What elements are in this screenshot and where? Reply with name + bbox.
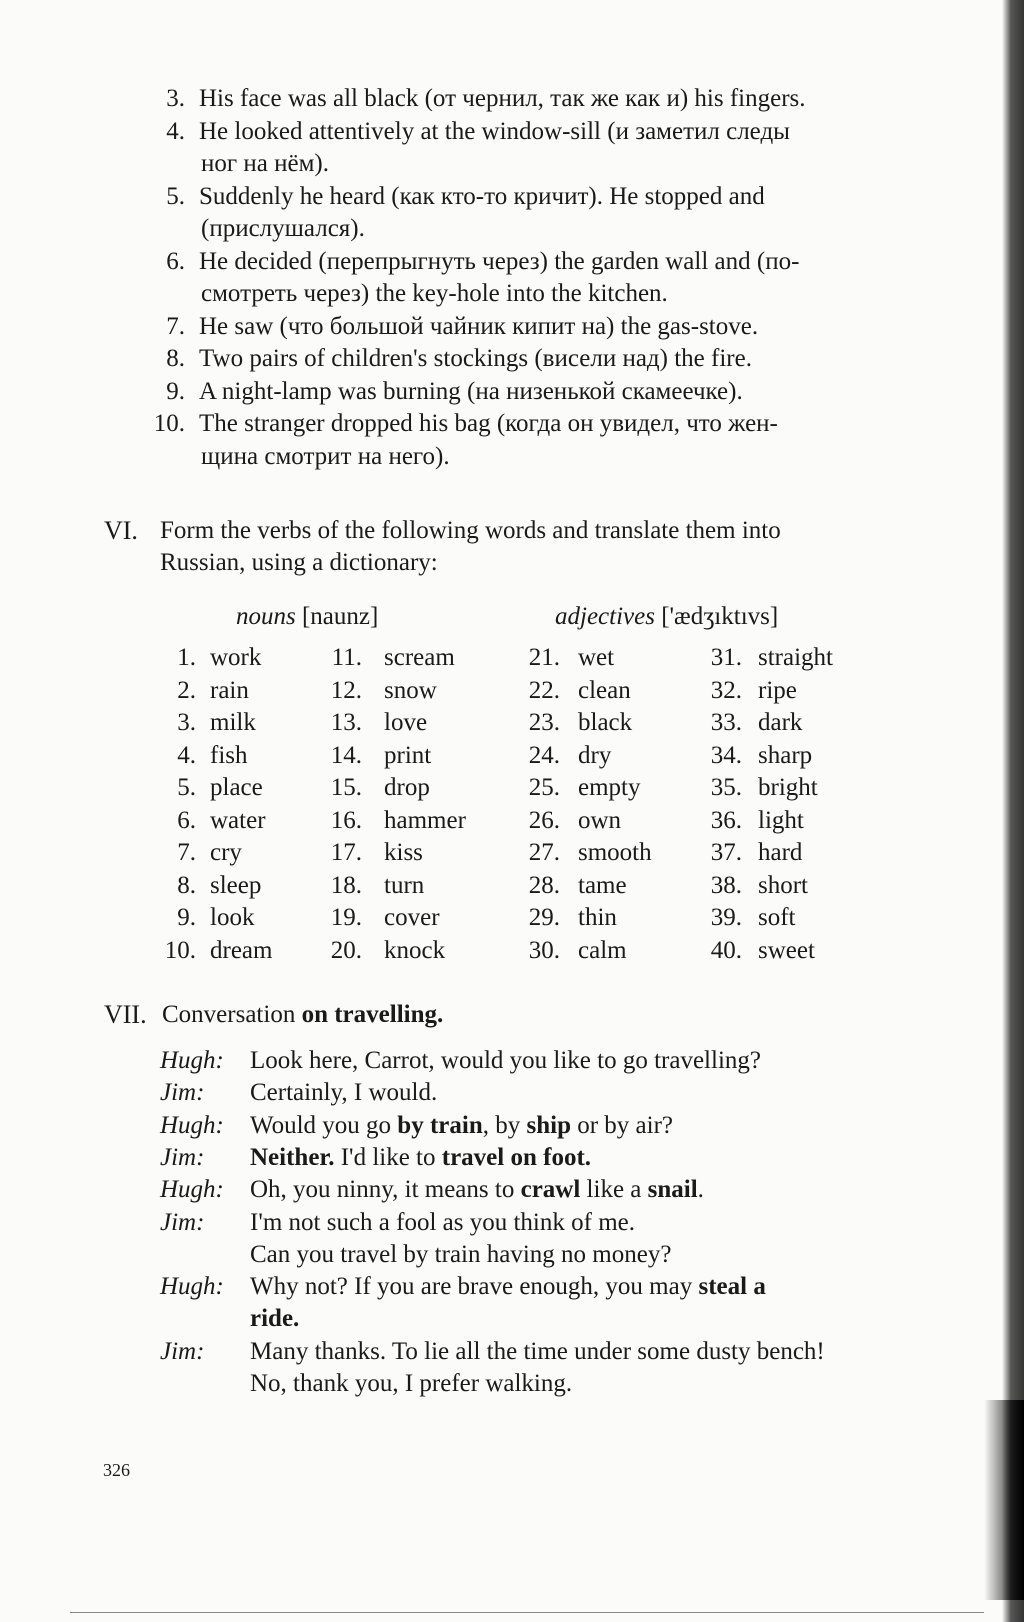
word-number: 7. — [177, 839, 196, 866]
bottom-rule — [70, 1612, 984, 1613]
word: tame — [578, 871, 627, 899]
word: smooth — [578, 839, 652, 866]
dialogue-line: Why not? If you are brave enough, you may steal a — [250, 1273, 766, 1301]
word-number: 15. — [330, 774, 362, 801]
nouns-transcription: [naunz] — [301, 603, 379, 630]
word: sharp — [758, 741, 813, 769]
item-line: смотреть через) the key-hole into the kitchen. — [201, 280, 668, 307]
word: love — [384, 709, 428, 736]
section-vii-numeral: VII. — [104, 1000, 147, 1029]
word-number: 27. — [528, 839, 560, 866]
word: print — [384, 741, 432, 769]
speaker-label: Hugh: — [160, 1047, 224, 1074]
item-line: щина смотрит на него). — [201, 442, 450, 470]
page-edge-shadow — [1002, 0, 1024, 1622]
word: dark — [758, 709, 803, 736]
word: place — [210, 774, 263, 801]
item-line: His face was all black (от чернил, так же как и) his fingers. — [199, 85, 806, 112]
item-line: A night-lamp was burning (на низенькой скамеечке). — [199, 377, 743, 405]
section-vii-title — [162, 1000, 443, 1030]
section-vi-numeral: VI. — [104, 516, 138, 545]
dialogue-line: Would you go by train, by ship or by air? — [250, 1111, 674, 1139]
word-number: 1. — [177, 644, 196, 671]
speaker-label: Jim: — [160, 1143, 205, 1171]
item-number: 7. — [166, 312, 185, 340]
word: fish — [210, 741, 248, 769]
word-number: 4. — [177, 741, 196, 769]
speaker-label: Jim: — [160, 1208, 205, 1236]
item-line: (прислушался). — [201, 215, 365, 242]
word: bright — [758, 774, 818, 801]
word: empty — [578, 774, 641, 801]
item-line: ног на нём). — [201, 150, 329, 177]
word-number: 20. — [330, 936, 362, 964]
word-number: 23. — [528, 709, 560, 736]
word-number: 10. — [164, 936, 196, 964]
word-number: 39. — [710, 904, 742, 931]
item-number: 5. — [166, 182, 185, 210]
word: knock — [384, 936, 446, 964]
nouns-heading — [236, 602, 378, 632]
word-number: 13. — [330, 709, 362, 736]
word-number: 30. — [528, 936, 560, 964]
word: water — [210, 806, 266, 834]
section-vi-line-2: Russian, using a dictionary: — [160, 549, 438, 576]
word-number: 32. — [710, 676, 742, 704]
word-number: 12. — [330, 676, 362, 704]
word-number: 19. — [330, 904, 362, 931]
word: snow — [384, 676, 437, 704]
word: dry — [578, 741, 612, 769]
nouns-word: nouns — [236, 603, 296, 630]
word-number: 35. — [710, 774, 742, 801]
word-number: 3. — [177, 709, 196, 736]
word: thin — [578, 904, 617, 931]
word-number: 34. — [710, 741, 742, 769]
word-number: 26. — [528, 806, 560, 834]
item-number: 10. — [153, 410, 185, 437]
word: hard — [758, 839, 803, 866]
item-number: 8. — [166, 345, 185, 372]
speaker-label: Hugh: — [160, 1273, 224, 1301]
dialogue-line: Neither. I'd like to travel on foot. — [250, 1143, 592, 1171]
word-number: 37. — [710, 839, 742, 866]
word-number: 14. — [330, 741, 362, 769]
word-number: 31. — [710, 644, 742, 671]
speaker-label: Hugh: — [160, 1111, 224, 1139]
word-number: 17. — [330, 839, 362, 866]
adjectives-word: adjectives — [555, 603, 655, 630]
word: milk — [210, 709, 256, 736]
item-line: Suddenly he heard (как кто-то кричит). He stopped and — [199, 182, 765, 210]
word: turn — [384, 871, 425, 899]
word: scream — [384, 644, 455, 671]
word: black — [578, 709, 633, 736]
dialogue-line: No, thank you, I prefer walking. — [250, 1370, 573, 1397]
word: light — [758, 806, 804, 834]
word-number: 40. — [710, 936, 742, 964]
page-edge-dark — [984, 1400, 1024, 1600]
word: drop — [384, 774, 430, 801]
word: sleep — [210, 871, 262, 899]
adjectives-transcription: ['ædʒıktıvs] — [661, 603, 779, 630]
word-number: 11. — [331, 644, 362, 671]
word-number: 5. — [177, 774, 196, 801]
word-number: 33. — [710, 709, 742, 736]
word: ripe — [758, 676, 797, 704]
dialogue-line: I'm not such a fool as you think of me. — [250, 1208, 635, 1236]
section-vi-line-1: Form the verbs of the following words and translate them into — [160, 517, 781, 544]
word: cover — [384, 904, 440, 931]
item-line: The stranger dropped his bag (когда он увидел, что жен- — [199, 410, 778, 437]
word: cry — [210, 839, 242, 866]
item-number: 4. — [166, 117, 185, 145]
word-number: 22. — [528, 676, 560, 704]
dialogue-line: Can you travel by train having no money? — [250, 1240, 672, 1268]
word: sweet — [758, 936, 815, 964]
word: work — [210, 644, 262, 671]
word: kiss — [384, 839, 423, 866]
word-number: 25. — [528, 774, 560, 801]
word-number: 2. — [177, 676, 196, 704]
dialogue-line: Look here, Carrot, would you like to go travelling? — [250, 1047, 761, 1074]
word: hammer — [384, 806, 466, 834]
word-number: 36. — [710, 806, 742, 834]
word-number: 21. — [528, 644, 560, 671]
dialogue-line: Oh, you ninny, it means to crawl like a snail. — [250, 1176, 704, 1204]
word: rain — [210, 676, 249, 704]
section-vii-title-plain: Conversation — [162, 1001, 302, 1028]
dialogue-line: Certainly, I would. — [250, 1079, 438, 1107]
dialogue-line: Many thanks. To lie all the time under some dusty bench! — [250, 1337, 825, 1365]
word-number: 6. — [177, 806, 196, 834]
item-number: 9. — [166, 377, 185, 405]
item-line: He saw (что большой чайник кипит на) the gas-stove. — [199, 312, 759, 340]
item-line: He looked attentively at the window-sill (и заметил следы — [199, 117, 790, 145]
adjectives-heading — [555, 602, 778, 632]
word: calm — [578, 936, 627, 964]
word-number: 9. — [177, 904, 196, 931]
word-number: 28. — [528, 871, 560, 899]
word: wet — [578, 644, 615, 671]
word: short — [758, 871, 808, 899]
word: dream — [210, 936, 273, 964]
item-number: 6. — [166, 247, 185, 275]
page-number: 326 — [103, 1460, 130, 1480]
word-number: 38. — [710, 871, 742, 899]
word: own — [578, 806, 622, 834]
word-number: 16. — [330, 806, 362, 834]
speaker-label: Jim: — [160, 1079, 205, 1107]
speaker-label: Hugh: — [160, 1176, 224, 1204]
word: straight — [758, 644, 833, 671]
word: clean — [578, 676, 631, 704]
speaker-label: Jim: — [160, 1337, 205, 1365]
item-line: He decided (перепрыгнуть через) the garden wall and (по- — [199, 247, 800, 275]
word-number: 8. — [177, 871, 196, 899]
word: look — [210, 904, 255, 931]
item-line: Two pairs of children's stockings (висели над) the fire. — [199, 345, 752, 372]
word-number: 24. — [528, 741, 560, 769]
item-number: 3. — [166, 85, 185, 112]
word-number: 18. — [330, 871, 362, 899]
word-number: 29. — [528, 904, 560, 931]
section-vii-title-bold: on travelling. — [301, 1001, 444, 1028]
dialogue-line: ride. — [250, 1305, 300, 1333]
word: soft — [758, 904, 796, 931]
